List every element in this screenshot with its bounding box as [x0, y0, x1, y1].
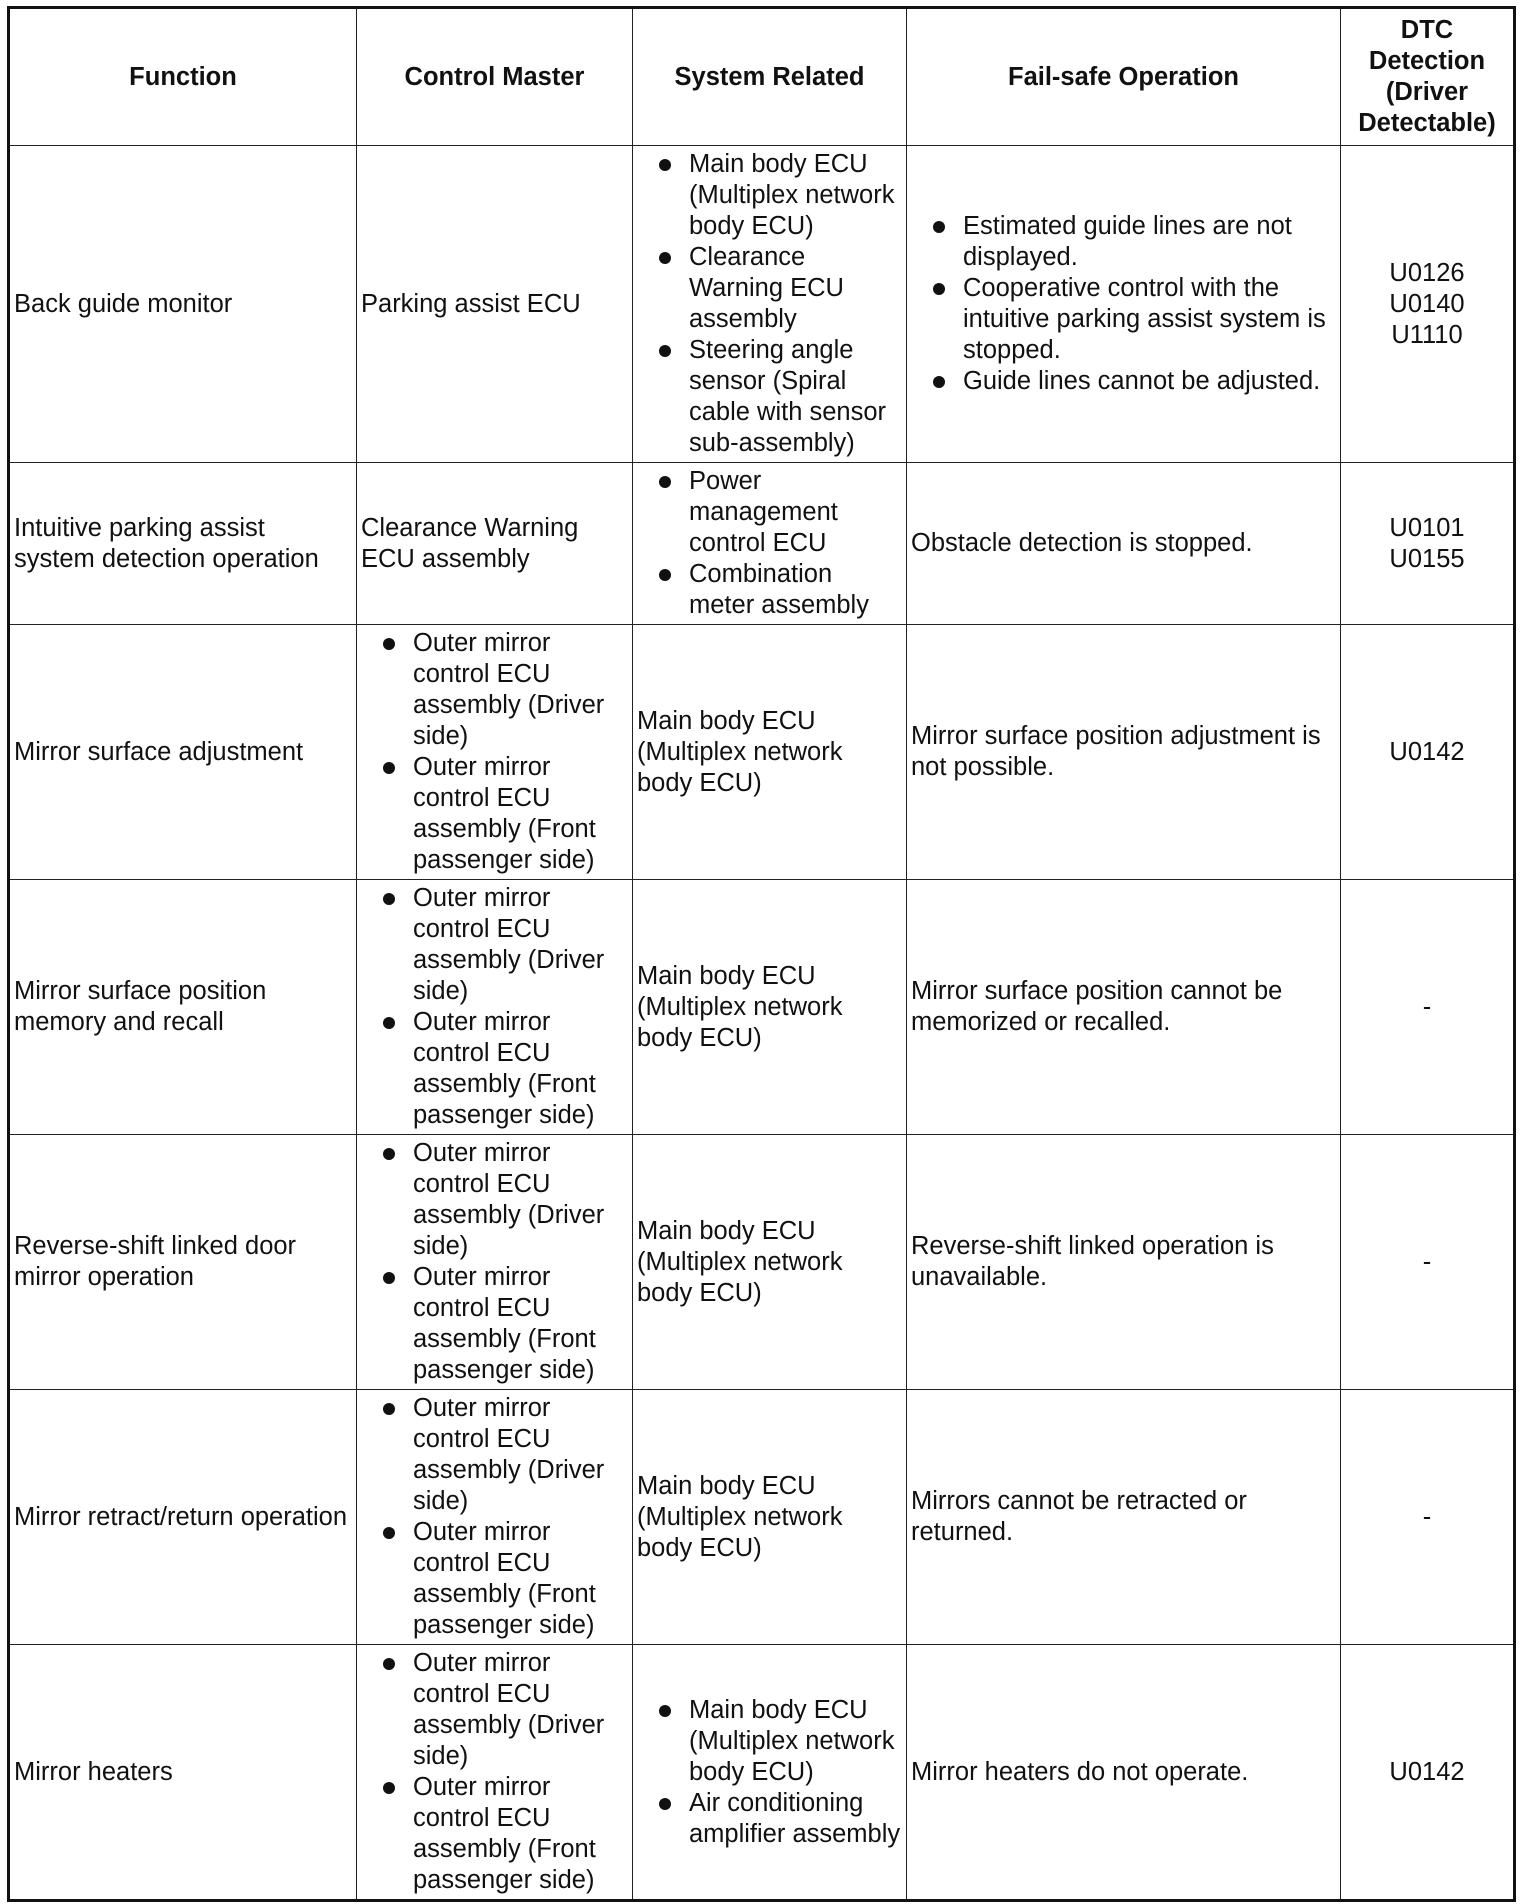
fail-safe-operation-cell: Mirror heaters do not operate. — [907, 1645, 1341, 1901]
dtc-code: - — [1422, 1502, 1432, 1531]
bullet-item: Outer mirror control ECU assembly (Driver side) — [361, 628, 628, 752]
control-master-list — [361, 883, 628, 1131]
table-row — [9, 625, 1515, 880]
header-system-related: System Related — [633, 8, 907, 146]
dtc-cell — [1341, 880, 1515, 1135]
bullet-item: Outer mirror control ECU assembly (Driver side) — [361, 883, 628, 1007]
fail-safe-operation-cell: Mirrors cannot be retracted or returned. — [907, 1390, 1341, 1645]
bullet-item: Outer mirror control ECU assembly (Front passenger side) — [361, 1517, 628, 1641]
dtc-cell — [1341, 625, 1515, 880]
system-related-cell — [633, 1645, 907, 1901]
table-row — [9, 1135, 1515, 1390]
system-related-cell: Main body ECU (Multiplex network body ECU) — [633, 1135, 907, 1390]
dtc-code: U1110 — [1391, 320, 1463, 349]
fail-safe-list — [911, 211, 1336, 397]
function-cell: Mirror retract/return operation — [9, 1390, 357, 1645]
table-row — [9, 1390, 1515, 1645]
bullet-item: Outer mirror control ECU assembly (Front passenger side) — [361, 752, 628, 876]
bullet-item: Estimated guide lines are not displayed. — [911, 211, 1336, 273]
header-control-master: Control Master — [357, 8, 633, 146]
system-related-list — [637, 149, 902, 459]
system-related-cell: Main body ECU (Multiplex network body ECU) — [633, 625, 907, 880]
bullet-item: Outer mirror control ECU assembly (Front passenger side) — [361, 1772, 628, 1896]
control-master-cell — [357, 1645, 633, 1901]
header-function: Function — [9, 8, 357, 146]
header-dtc-detection: DTC Detection (Driver Detectable) — [1341, 8, 1515, 146]
dtc-code: - — [1422, 992, 1432, 1021]
bullet-item: Outer mirror control ECU assembly (Driver side) — [361, 1138, 628, 1262]
system-related-cell — [633, 146, 907, 463]
dtc-code: U0142 — [1389, 737, 1465, 766]
bullet-item: Air conditioning amplifier assembly — [637, 1788, 902, 1850]
bullet-item: Combination meter assembly — [637, 559, 902, 621]
header-row — [9, 8, 1515, 146]
bullet-item: Outer mirror control ECU assembly (Driver side) — [361, 1648, 628, 1772]
function-cell: Mirror surface position memory and recall — [9, 880, 357, 1135]
table-row — [9, 463, 1515, 625]
control-master-list — [361, 628, 628, 876]
system-related-list — [637, 1695, 902, 1850]
dtc-code: U0155 — [1389, 544, 1465, 573]
bullet-item: Power management control ECU — [637, 466, 902, 559]
control-master-list — [361, 1138, 628, 1386]
control-master-cell — [357, 880, 633, 1135]
fail-safe-operation-cell: Mirror surface position cannot be memorized or recalled. — [907, 880, 1341, 1135]
dtc-code: U0101 — [1389, 513, 1465, 542]
dtc-code: - — [1422, 1247, 1432, 1276]
function-cell: Back guide monitor — [9, 146, 357, 463]
bullet-item: Outer mirror control ECU assembly (Front passenger side) — [361, 1007, 628, 1131]
table-row — [9, 1645, 1515, 1901]
bullet-item: Main body ECU (Multiplex network body ECU) — [637, 149, 902, 242]
table-row — [9, 880, 1515, 1135]
table-row — [9, 146, 1515, 463]
control-master-cell: Parking assist ECU — [357, 146, 633, 463]
function-cell: Mirror surface adjustment — [9, 625, 357, 880]
function-cell: Mirror heaters — [9, 1645, 357, 1901]
fail-safe-operation-cell: Reverse-shift linked operation is unavailable. — [907, 1135, 1341, 1390]
dtc-cell — [1341, 463, 1515, 625]
dtc-code: U0126 — [1389, 258, 1465, 287]
dtc-cell — [1341, 146, 1515, 463]
control-master-cell: Clearance Warning ECU assembly — [357, 463, 633, 625]
fail-safe-operation-cell — [907, 146, 1341, 463]
dtc-code: U0140 — [1389, 289, 1465, 318]
bullet-item: Main body ECU (Multiplex network body ECU) — [637, 1695, 902, 1788]
bullet-item: Cooperative control with the intuitive parking assist system is stopped. — [911, 273, 1336, 366]
bullet-item: Steering angle sensor (Spiral cable with sensor sub-assembly) — [637, 335, 902, 459]
bullet-item: Outer mirror control ECU assembly (Driver side) — [361, 1393, 628, 1517]
function-cell: Intuitive parking assist system detection operation — [9, 463, 357, 625]
control-master-cell — [357, 1135, 633, 1390]
fail-safe-operation-cell: Mirror surface position adjustment is not possible. — [907, 625, 1341, 880]
dtc-cell — [1341, 1390, 1515, 1645]
dtc-code: U0142 — [1389, 1757, 1465, 1786]
dtc-cell — [1341, 1135, 1515, 1390]
function-cell: Reverse-shift linked door mirror operation — [9, 1135, 357, 1390]
fail-safe-table — [7, 6, 1516, 1902]
fail-safe-operation-cell: Obstacle detection is stopped. — [907, 463, 1341, 625]
system-related-cell: Main body ECU (Multiplex network body ECU) — [633, 1390, 907, 1645]
dtc-cell — [1341, 1645, 1515, 1901]
system-related-list — [637, 466, 902, 621]
control-master-list — [361, 1648, 628, 1896]
bullet-item: Outer mirror control ECU assembly (Front passenger side) — [361, 1262, 628, 1386]
bullet-item: Guide lines cannot be adjusted. — [911, 366, 1336, 397]
system-related-cell — [633, 463, 907, 625]
control-master-cell — [357, 625, 633, 880]
control-master-list — [361, 1393, 628, 1641]
system-related-cell: Main body ECU (Multiplex network body ECU) — [633, 880, 907, 1135]
header-fail-safe-operation: Fail-safe Operation — [907, 8, 1341, 146]
bullet-item: Clearance Warning ECU assembly — [637, 242, 902, 335]
control-master-cell — [357, 1390, 633, 1645]
